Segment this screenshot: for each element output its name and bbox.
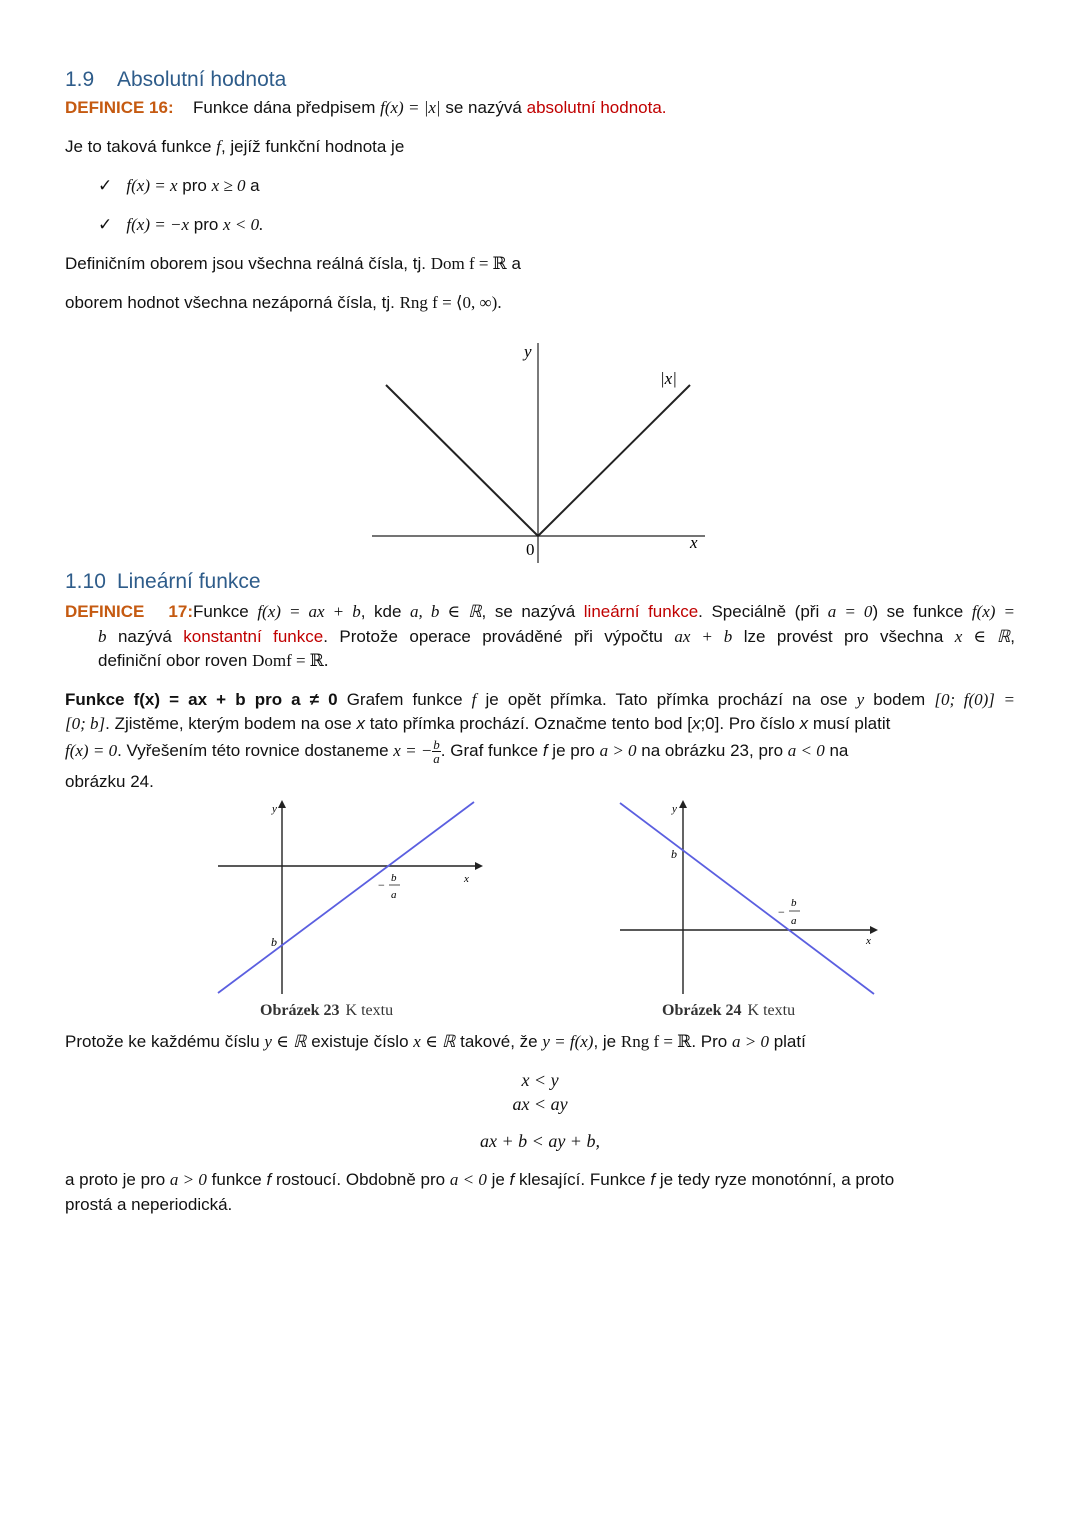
formula: y = f(x) bbox=[542, 1032, 594, 1051]
formula: x ≥ 0 bbox=[211, 176, 246, 195]
text: . Graf funkce bbox=[440, 740, 543, 760]
text: ) se funkce bbox=[872, 602, 964, 621]
definition-label: DEFINICE 16: bbox=[65, 98, 174, 117]
term: absolutní hodnota. bbox=[526, 98, 667, 117]
text: , jejíž funkční hodnota je bbox=[220, 137, 405, 156]
text: . Zjistěme, kterým bodem na ose bbox=[105, 714, 357, 733]
section-heading-1-9 bbox=[65, 68, 286, 92]
text: a proto je pro bbox=[65, 1170, 166, 1189]
range-paragraph bbox=[65, 1032, 806, 1052]
formula: f bbox=[266, 1170, 272, 1189]
linear-paragraph-line1 bbox=[65, 688, 1015, 712]
conclusion-line1 bbox=[65, 1170, 894, 1190]
text: Definičním oborem jsou všechna reálná čísla, tj. bbox=[65, 254, 426, 273]
formula: f bbox=[471, 690, 477, 709]
text: Protože ke každému číslu bbox=[65, 1032, 260, 1051]
text: prostá a neperiodická. bbox=[65, 1195, 233, 1214]
text: , kde bbox=[360, 602, 402, 621]
formula: x bbox=[356, 714, 365, 733]
root-numerator: b bbox=[391, 872, 397, 884]
text: . Speciálně (při bbox=[698, 602, 820, 621]
text: oborem hodnot všechna nezáporná čísla, tj. bbox=[65, 293, 395, 312]
formula: x bbox=[691, 714, 701, 733]
formula: b bbox=[98, 627, 107, 646]
formula: f bbox=[216, 137, 221, 156]
text: rostoucí. Obdobně pro bbox=[275, 1170, 446, 1189]
section-number: 1.10 bbox=[65, 570, 106, 593]
formula: x = − bbox=[393, 740, 433, 760]
fraction bbox=[432, 738, 441, 765]
paragraph-lead: Funkce f(x) = ax + b pro a ≠ 0 bbox=[65, 690, 338, 709]
term: lineární funkce bbox=[583, 602, 699, 621]
text: Grafem funkce bbox=[337, 690, 472, 709]
formula: a = 0 bbox=[827, 602, 873, 621]
curve-label: |x| bbox=[660, 369, 677, 388]
formula: f(x) = |x| bbox=[380, 98, 441, 117]
formula: a < 0 bbox=[449, 1170, 487, 1189]
checkmark-icon: ✓ bbox=[98, 176, 113, 195]
checkmark-icon: ✓ bbox=[98, 215, 113, 234]
equation-1: x < y bbox=[521, 1070, 559, 1090]
formula: f(x) = bbox=[971, 602, 1015, 621]
term: konstantní funkce bbox=[183, 627, 324, 646]
formula: Rng f = ⟨0, ∞). bbox=[399, 293, 502, 312]
fraction-numerator: b bbox=[433, 737, 440, 752]
definition-17-line2 bbox=[98, 625, 1015, 649]
text: , je bbox=[593, 1032, 617, 1051]
text: a bbox=[245, 176, 260, 195]
linear-paragraph-line4 bbox=[65, 770, 154, 794]
formula: x ∈ ℝ bbox=[413, 1032, 456, 1051]
formula: f bbox=[650, 1170, 656, 1189]
formula: x ∈ ℝ bbox=[954, 627, 1011, 646]
definition-17-line1 bbox=[65, 600, 1015, 624]
abs-left-branch bbox=[386, 385, 538, 536]
definition-17-line3 bbox=[98, 649, 1015, 673]
text: definiční obor roven bbox=[98, 651, 248, 670]
text: se nazývá bbox=[445, 98, 522, 117]
bullet-item bbox=[98, 215, 263, 235]
y-axis-arrow bbox=[278, 800, 286, 808]
formula: f(x) = ax + b bbox=[257, 602, 361, 621]
text: funkce bbox=[211, 1170, 262, 1189]
definition-label: DEFINICE 17: bbox=[65, 602, 193, 621]
formula: Dom f = ℝ bbox=[430, 254, 507, 273]
x-axis-arrow bbox=[870, 926, 878, 934]
text: na bbox=[824, 740, 849, 760]
text: je opět přímka. Tato přímka prochází na ose bbox=[476, 690, 857, 709]
text: pro bbox=[189, 215, 224, 234]
figure-24-graph bbox=[612, 798, 892, 998]
x-axis-arrow bbox=[475, 862, 483, 870]
range-line bbox=[65, 293, 502, 313]
root-denominator: a bbox=[391, 889, 397, 901]
root-minus-sign: − bbox=[778, 905, 785, 919]
formula: [0; b] bbox=[65, 714, 106, 733]
formula: a > 0 bbox=[731, 1032, 769, 1051]
section-heading-1-10 bbox=[65, 570, 261, 594]
b-intercept-label: b bbox=[271, 935, 277, 949]
conclusion-line2 bbox=[65, 1195, 232, 1215]
text: bodem bbox=[864, 690, 935, 709]
y-axis-label: y bbox=[672, 803, 677, 815]
formula: x < 0. bbox=[223, 215, 264, 234]
caption-text: K textu bbox=[747, 1002, 796, 1019]
formula: a > 0 bbox=[599, 740, 637, 760]
y-axis-label: y bbox=[272, 803, 277, 815]
fraction-denominator: a bbox=[433, 751, 440, 766]
formula: f(x) = 0 bbox=[65, 740, 118, 760]
text: je bbox=[491, 1170, 505, 1189]
text: lze provést pro všechna bbox=[743, 627, 944, 646]
caption-label: Obrázek 24 bbox=[662, 1002, 742, 1019]
formula: x bbox=[799, 714, 809, 733]
formula: f(x) = x bbox=[126, 176, 178, 195]
figure-23-caption bbox=[260, 1002, 393, 1020]
linear-paragraph-line2 bbox=[65, 712, 1015, 736]
formula: Rng f = ℝ bbox=[620, 1032, 692, 1051]
text: existuje číslo bbox=[311, 1032, 409, 1051]
text: Je to taková funkce bbox=[65, 137, 212, 156]
text: musí platit bbox=[808, 714, 891, 733]
domain-line bbox=[65, 254, 521, 274]
b-intercept-label: b bbox=[671, 847, 677, 861]
text: , bbox=[1010, 627, 1015, 646]
section-number: 1.9 bbox=[65, 68, 95, 91]
definition-16 bbox=[65, 98, 667, 118]
text: je pro bbox=[547, 740, 600, 760]
formula: Domf = ℝ. bbox=[252, 651, 329, 670]
text: obrázku 24. bbox=[65, 772, 154, 791]
root-numerator: b bbox=[791, 897, 797, 909]
formula: f(x) = −x bbox=[126, 215, 190, 234]
abs-right-branch bbox=[538, 385, 690, 536]
abs-value-graph bbox=[360, 335, 720, 570]
text: ;0]. Pro číslo bbox=[700, 714, 800, 733]
x-axis-label: x bbox=[464, 873, 469, 885]
formula: a > 0 bbox=[169, 1170, 207, 1189]
caption-label: Obrázek 23 bbox=[260, 1002, 340, 1019]
figure-23-graph bbox=[210, 798, 490, 998]
formula: y ∈ ℝ bbox=[264, 1032, 307, 1051]
text: , se nazývá bbox=[481, 602, 576, 621]
y-axis-arrow bbox=[679, 800, 687, 808]
text: takové, že bbox=[460, 1032, 538, 1051]
formula: f bbox=[509, 1170, 515, 1189]
text: a bbox=[506, 254, 522, 273]
text: . Protože operace prováděné při výpočtu bbox=[323, 627, 663, 646]
figure-24-caption bbox=[662, 1002, 795, 1020]
increasing-line bbox=[218, 802, 474, 993]
formula: y bbox=[856, 690, 865, 709]
formula: a, b ∈ ℝ bbox=[410, 602, 482, 621]
x-axis-label: x bbox=[866, 935, 871, 947]
text: platí bbox=[773, 1032, 806, 1051]
text: . Vyřešením této rovnice dostaneme bbox=[117, 740, 394, 760]
text: klesající. Funkce bbox=[519, 1170, 646, 1189]
text: . Pro bbox=[691, 1032, 728, 1051]
formula: ax + b bbox=[674, 627, 733, 646]
decreasing-line bbox=[620, 803, 874, 994]
section-title: Lineární funkce bbox=[117, 570, 261, 593]
equation-3: ax + b < ay + b, bbox=[480, 1131, 600, 1151]
text: pro bbox=[177, 176, 212, 195]
intro-line bbox=[65, 137, 404, 157]
x-axis-label: x bbox=[690, 533, 698, 552]
origin-label: 0 bbox=[526, 540, 535, 559]
caption-text: K textu bbox=[345, 1002, 394, 1019]
text: Funkce bbox=[193, 602, 249, 621]
formula: [0; f(0)] = bbox=[934, 690, 1015, 709]
text: je tedy ryze monotónní, a proto bbox=[659, 1170, 895, 1189]
formula: a < 0 bbox=[787, 740, 825, 760]
root-minus-sign: − bbox=[378, 878, 385, 892]
text: na obrázku 23, pro bbox=[636, 740, 788, 760]
root-denominator: a bbox=[791, 915, 797, 927]
text: nazývá bbox=[117, 627, 172, 646]
y-axis-label: y bbox=[524, 342, 532, 361]
text: Funkce dána předpisem bbox=[193, 98, 376, 117]
section-title: Absolutní hodnota bbox=[117, 68, 287, 91]
equation-2: ax < ay bbox=[512, 1094, 568, 1114]
text: tato přímka prochází. Označme tento bod [ bbox=[364, 714, 692, 733]
bullet-item bbox=[98, 176, 260, 196]
formula: f bbox=[542, 740, 548, 760]
linear-paragraph-line3 bbox=[65, 738, 1015, 765]
